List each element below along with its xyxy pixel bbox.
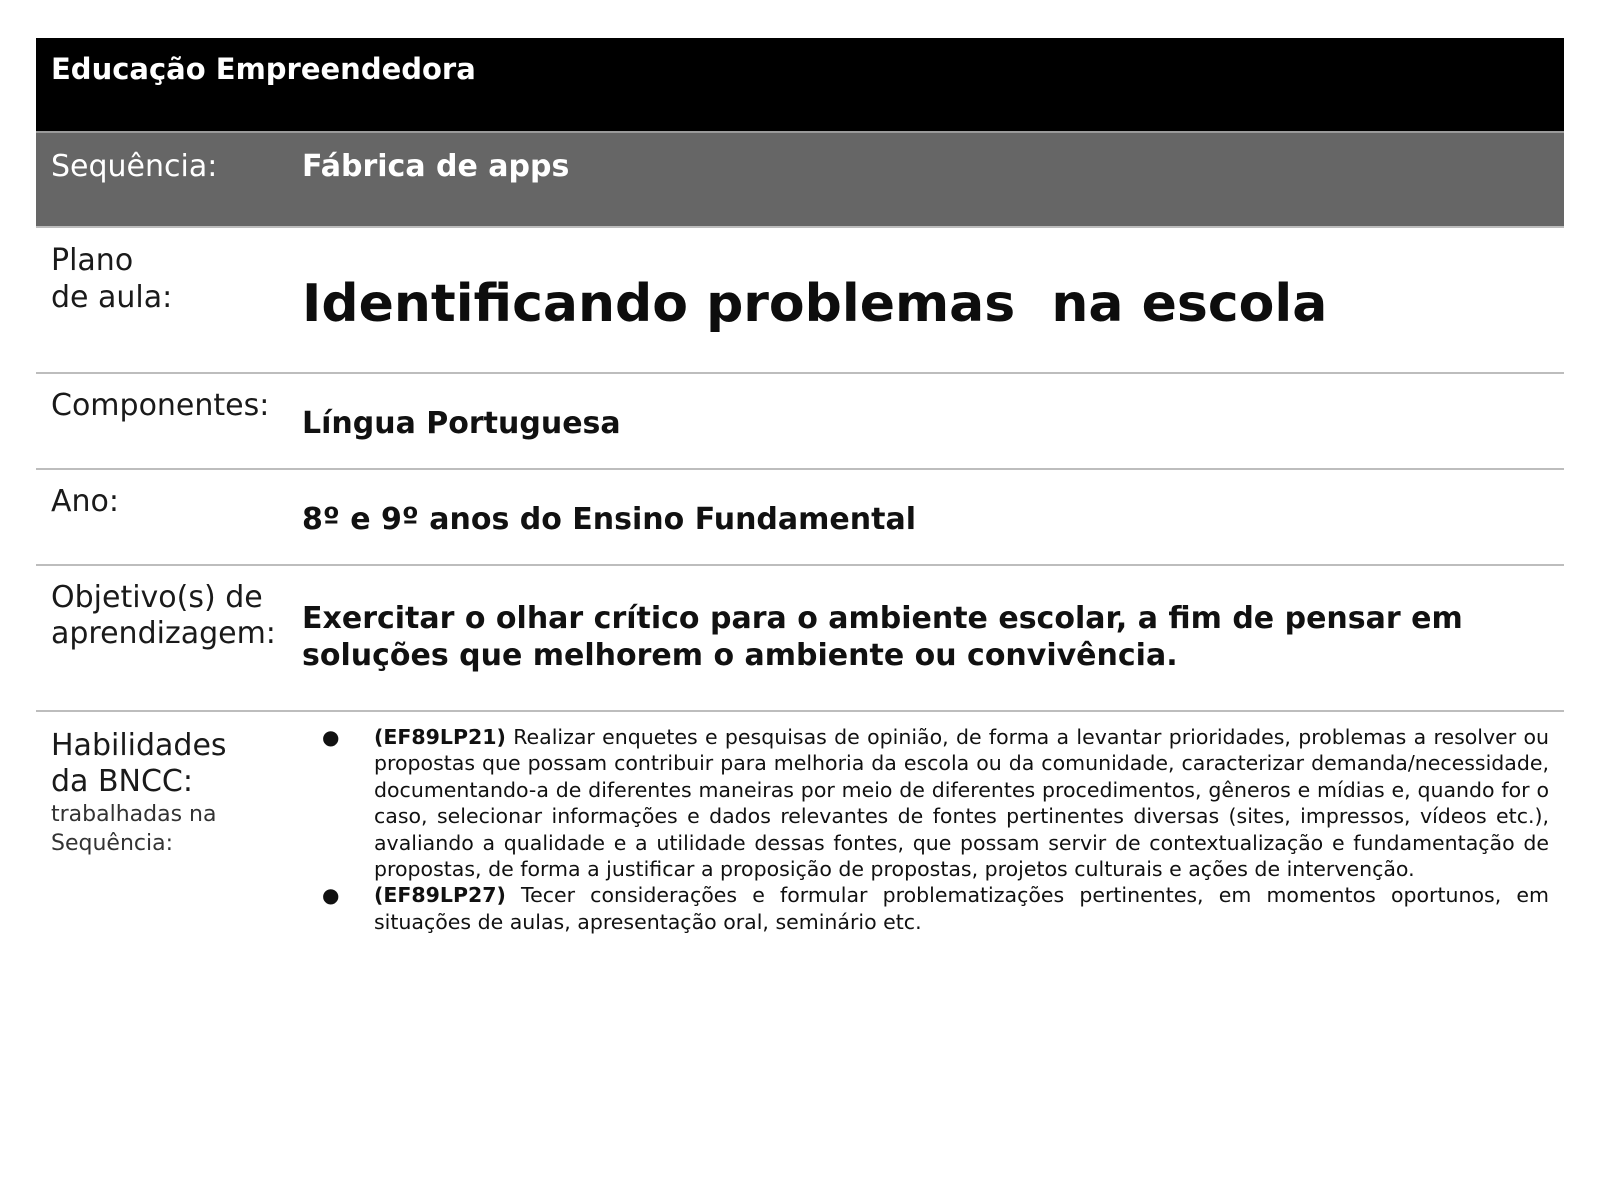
skill-code: (EF89LP21) bbox=[374, 725, 506, 749]
skills-list bbox=[322, 724, 1549, 935]
header-title: Educação Empreendedora bbox=[51, 52, 476, 86]
sequencia-label: Sequência: bbox=[51, 149, 218, 184]
plano-row bbox=[36, 228, 1564, 374]
plano-label-line1: Plano bbox=[51, 243, 134, 278]
skill-text: Tecer considerações e formular problematizações pertinentes, em momentos oportunos, em situações de aulas, apresentação oral, seminário etc. bbox=[374, 883, 1549, 934]
plano-label bbox=[51, 242, 172, 316]
objetivos-label bbox=[51, 580, 276, 652]
header-bar bbox=[36, 38, 1564, 133]
plano-label-line2: de aula: bbox=[51, 280, 173, 315]
habilidades-label bbox=[51, 728, 227, 858]
sequencia-row bbox=[36, 133, 1564, 228]
ano-row bbox=[36, 470, 1564, 566]
habilidades-label-line2: da BNCC: bbox=[51, 764, 193, 799]
plano-title: Identificando problemas na escola bbox=[302, 274, 1328, 334]
habilidades-sub-line1: trabalhadas na bbox=[51, 802, 217, 827]
componentes-value: Língua Portuguesa bbox=[302, 406, 621, 441]
ano-label: Ano: bbox=[51, 484, 119, 519]
habilidades-row bbox=[36, 712, 1564, 1032]
bullet-icon: ● bbox=[322, 883, 340, 908]
componentes-label: Componentes: bbox=[51, 388, 270, 423]
objetivos-value: Exercitar o olhar crítico para o ambiente escolar, a fim de pensar em soluções que melhorem o ambiente ou convivência. bbox=[302, 601, 1463, 673]
habilidades-label-line1: Habilidades bbox=[51, 728, 227, 763]
objetivos-label-line2: aprendizagem: bbox=[51, 616, 276, 651]
skill-text: Realizar enquetes e pesquisas de opinião, de forma a levantar prioridades, problemas a resolver ou propostas que possam contribuir para melhoria da escola ou da comunidade, caracterizar demanda/necessidade, documentando-a de diferentes maneiras por meio de diferentes procedimentos, gêneros e mídias e, quando for o caso, selecionar informações e dados relevantes de fontes pertinentes diversas (sites, impressos, vídeos etc.), avaliando a qualidade e a utilidade dessas fontes, que possam servir de contextualização e fundamentação de propostas, de forma a justificar a proposição de propostas, projetos culturais e ações de intervenção. bbox=[374, 725, 1549, 882]
componentes-row bbox=[36, 374, 1564, 470]
sequencia-value: Fábrica de apps bbox=[302, 149, 570, 184]
skill-code: (EF89LP27) bbox=[374, 883, 506, 908]
ano-value: 8º e 9º anos do Ensino Fundamental bbox=[302, 502, 916, 537]
lesson-plan-sheet bbox=[36, 38, 1564, 1032]
bullet-icon: ● bbox=[322, 725, 340, 749]
skill-item bbox=[322, 724, 1549, 882]
skill-item bbox=[322, 882, 1549, 935]
habilidades-sub-line2: Sequência: bbox=[51, 831, 173, 856]
objetivos-label-line1: Objetivo(s) de bbox=[51, 580, 263, 615]
objetivos-row bbox=[36, 566, 1564, 712]
